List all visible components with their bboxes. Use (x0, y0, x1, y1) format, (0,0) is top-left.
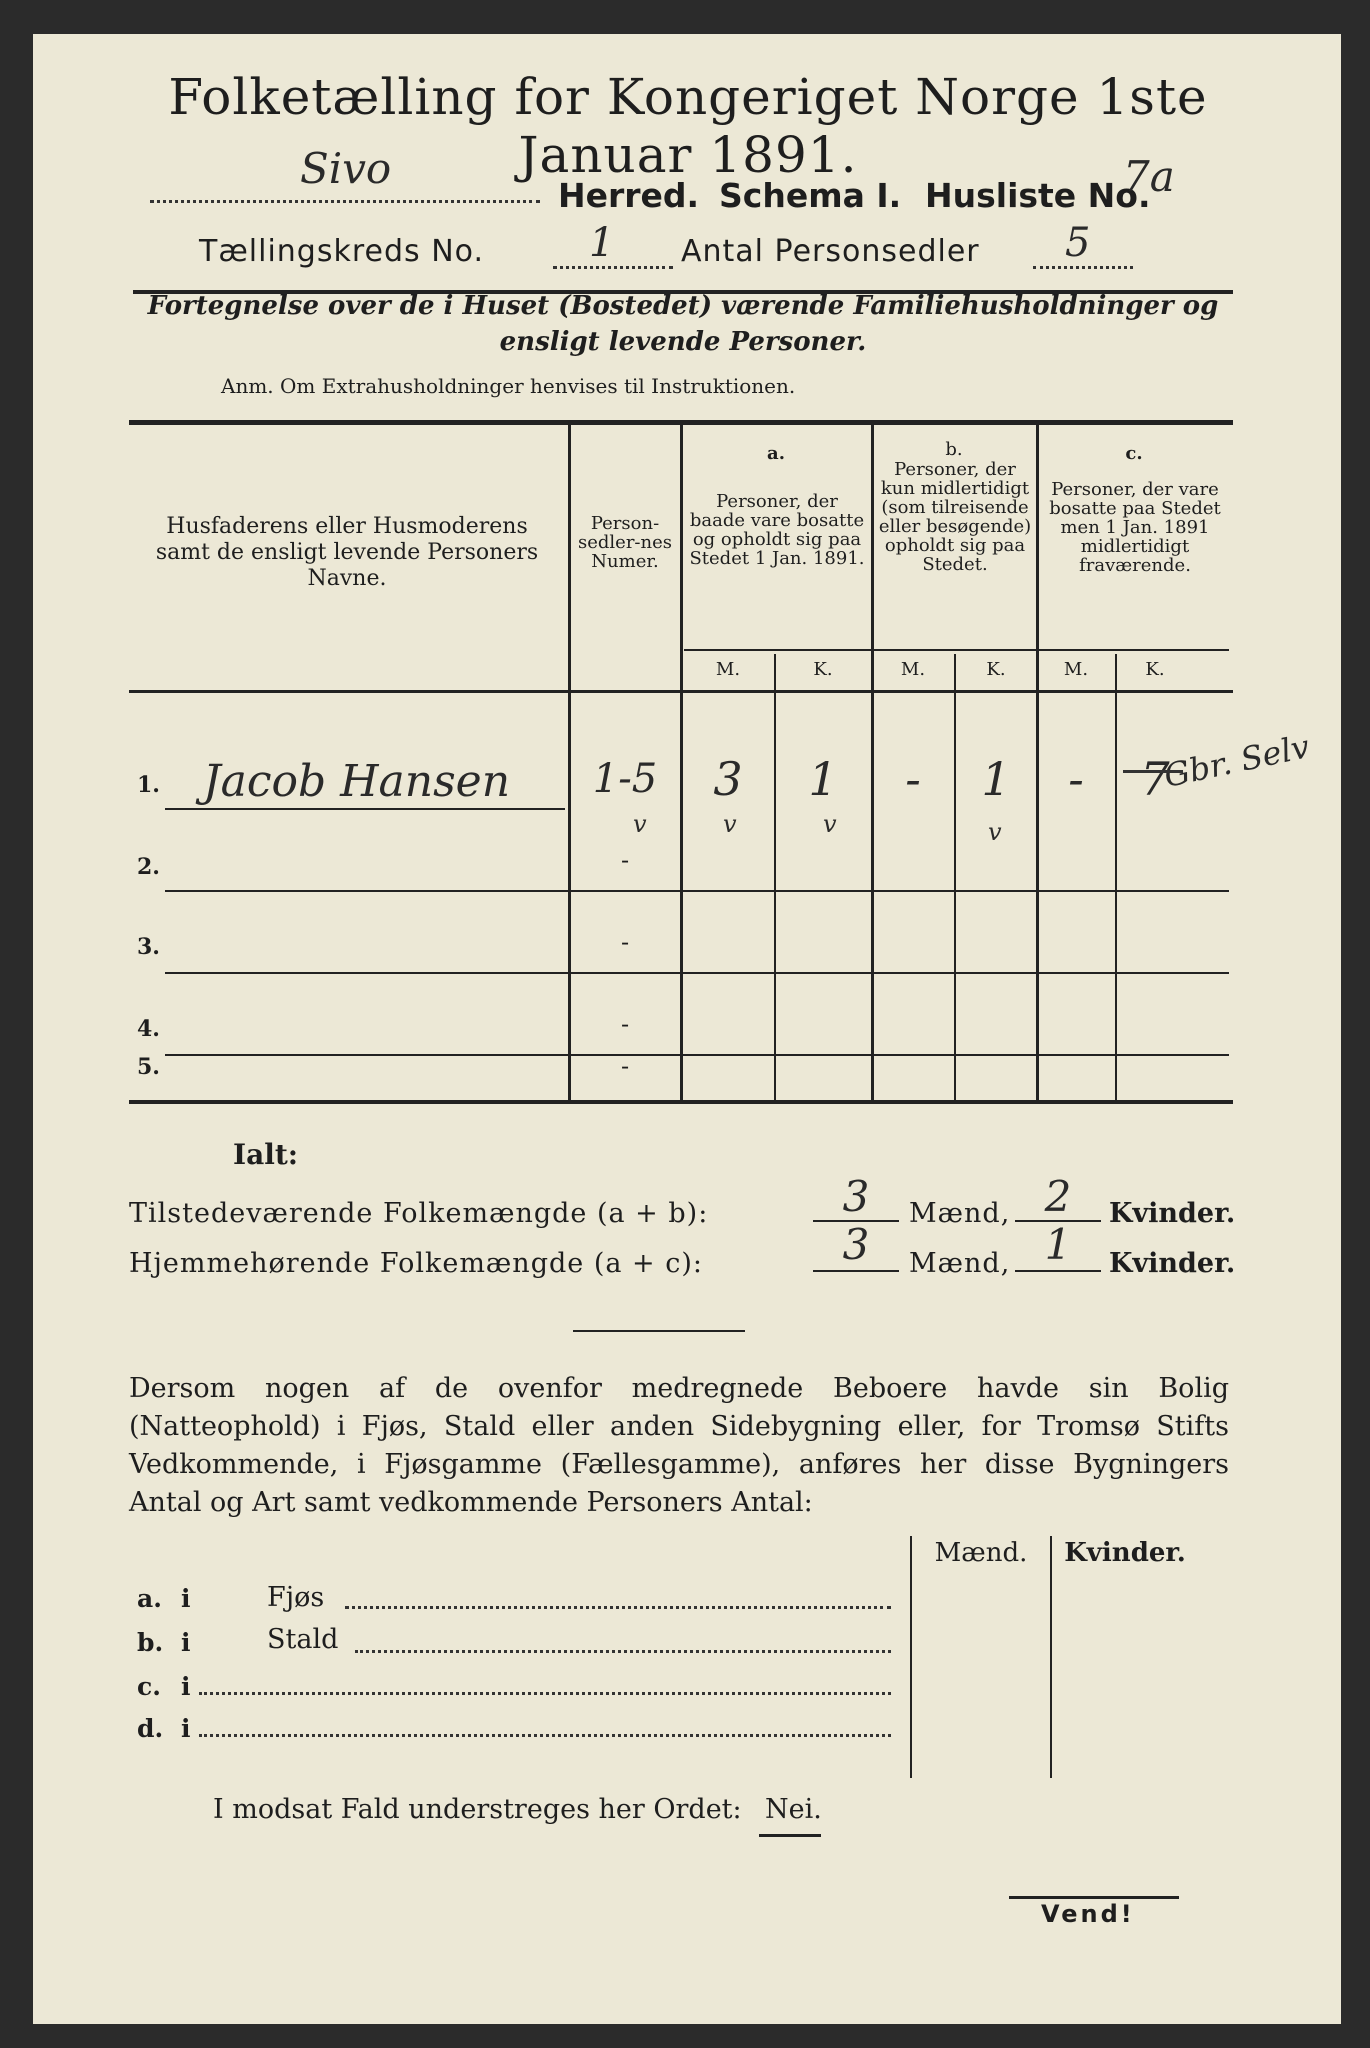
footer-text: I modsat Fald understreges her Ordet: (213, 1794, 742, 1825)
col-a-letter: a. (767, 443, 785, 464)
antal-value: 5 (1065, 220, 1091, 266)
totals-line1-men: 3 (842, 1172, 870, 1221)
row-number: 3. (137, 934, 160, 960)
totals-kvinder-2: Kvinder. (1109, 1248, 1236, 1279)
check-mark: v (633, 810, 647, 838)
check-mark: v (723, 810, 737, 838)
row-personsedler: - (620, 1010, 630, 1038)
building-label: Fjøs (267, 1582, 325, 1613)
husliste-value: 7a (1123, 152, 1175, 201)
building-letter: a. (137, 1584, 162, 1613)
totals-line2-men: 3 (842, 1220, 870, 1269)
col-c-letter: c. (1125, 443, 1143, 464)
totals-line1-label: Tilstedeværende Folkemængde (a + b): (129, 1198, 709, 1229)
row-c-k: 7 (1140, 752, 1170, 806)
col-b-k: K. (986, 659, 1006, 680)
section-divider (573, 1330, 745, 1332)
antal-field (1033, 220, 1133, 269)
building-label: Stald (267, 1624, 339, 1655)
row-name: Jacob Hansen (203, 756, 511, 807)
totals-maend-1: Mænd, (909, 1198, 1011, 1229)
building-letter: d. (137, 1714, 164, 1743)
herred-label: Herred. (558, 176, 700, 215)
row-number: 5. (137, 1054, 160, 1080)
kreds-label: Tællingskreds No. (199, 234, 484, 269)
col-c-k: K. (1145, 659, 1165, 680)
col-maend: Mænd. (934, 1538, 1028, 1568)
col-a-k: K. (813, 659, 833, 680)
totals-label: Ialt: (233, 1138, 299, 1171)
building-i: i (181, 1584, 191, 1613)
row-personsedler: - (620, 1052, 630, 1080)
check-mark: v (988, 818, 1002, 846)
row-personsedler: - (620, 846, 630, 874)
row-number: 2. (137, 854, 160, 880)
totals-line2-women: 1 (1044, 1220, 1072, 1269)
col-b-m: M. (900, 659, 926, 680)
col-a-m: M. (715, 659, 741, 680)
vend-label: Vend! (1041, 1900, 1135, 1928)
herred-field (150, 144, 540, 203)
row-b-k: 1 (981, 752, 1011, 806)
col-num-header: Person-sedler-nes Numer. (578, 513, 672, 572)
col-name-header: Husfaderens eller Husmoderens samt de ensligt levende Personers Navne. (155, 514, 539, 591)
row-personsedler: - (620, 928, 630, 956)
totals-line2-label: Hjemmehørende Folkemængde (a + c): (129, 1248, 703, 1279)
col-kvinder: Kvinder. (1064, 1538, 1186, 1568)
col-c-m: M. (1063, 659, 1089, 680)
husliste-label: Husliste No. (925, 176, 1151, 215)
buildings-paragraph: Dersom nogen af de ovenfor medregnede Beboere havde sin Bolig (Natteophold) i Fjøs, Stald eller anden Sidebygning eller, for Tromsø Stifts Vedkommende, i Fjøsgamme (Fællesgamme), anføres her disse Bygningers Antal og Art samt vedkommende Personers Antal: (129, 1373, 1229, 1518)
building-letter: c. (137, 1672, 161, 1701)
row-c-m: - (1068, 752, 1084, 806)
margin-note: Gbr. Selv (1160, 727, 1313, 795)
row-a-m: 3 (713, 752, 743, 806)
building-i: i (181, 1672, 191, 1701)
kreds-value: 1 (589, 220, 615, 266)
census-form-sheet (33, 34, 1341, 2024)
building-letter: b. (137, 1628, 164, 1657)
row-number: 4. (137, 1016, 160, 1042)
row-a-k: 1 (808, 752, 838, 806)
herred-value: Sivo (300, 144, 392, 193)
building-i: i (181, 1714, 191, 1743)
intro-heading: Fortegnelse over de i Huset (Bostedet) værende Familiehusholdninger og ensligt levende Personer. (147, 291, 1219, 357)
col-b-letter: b. (945, 439, 963, 460)
footer-word: Nei. (765, 1794, 822, 1825)
row-b-m: - (905, 752, 921, 806)
check-mark: v (823, 810, 837, 838)
schema-label: Schema I. (719, 176, 902, 215)
col-c-header: Personer, der vare bosatte paa Stedet men 1 Jan. 1891 midlertidigt fraværende. (1049, 479, 1221, 576)
kreds-field (553, 220, 673, 269)
col-b-header: Personer, der kun midlertidigt (som tilreisende eller besøgende) opholdt sig paa Stedet. (878, 459, 1032, 575)
totals-kvinder-1: Kvinder. (1109, 1198, 1236, 1229)
antal-label: Antal Personsedler (681, 234, 980, 269)
intro-note: Anm. Om Extrahusholdninger henvises til Instruktionen. (221, 374, 796, 398)
form-title: Folketælling for Kongeriget Norge 1ste Januar 1891. (168, 68, 1208, 184)
building-i: i (181, 1628, 191, 1657)
row-number: 1. (137, 772, 160, 798)
row-personsedler: 1-5 (592, 756, 658, 802)
totals-maend-2: Mænd, (909, 1248, 1011, 1279)
col-a-header: Personer, der baade vare bosatte og opholdt sig paa Stedet 1 Jan. 1891. (689, 491, 865, 569)
totals-line1-women: 2 (1044, 1172, 1072, 1221)
